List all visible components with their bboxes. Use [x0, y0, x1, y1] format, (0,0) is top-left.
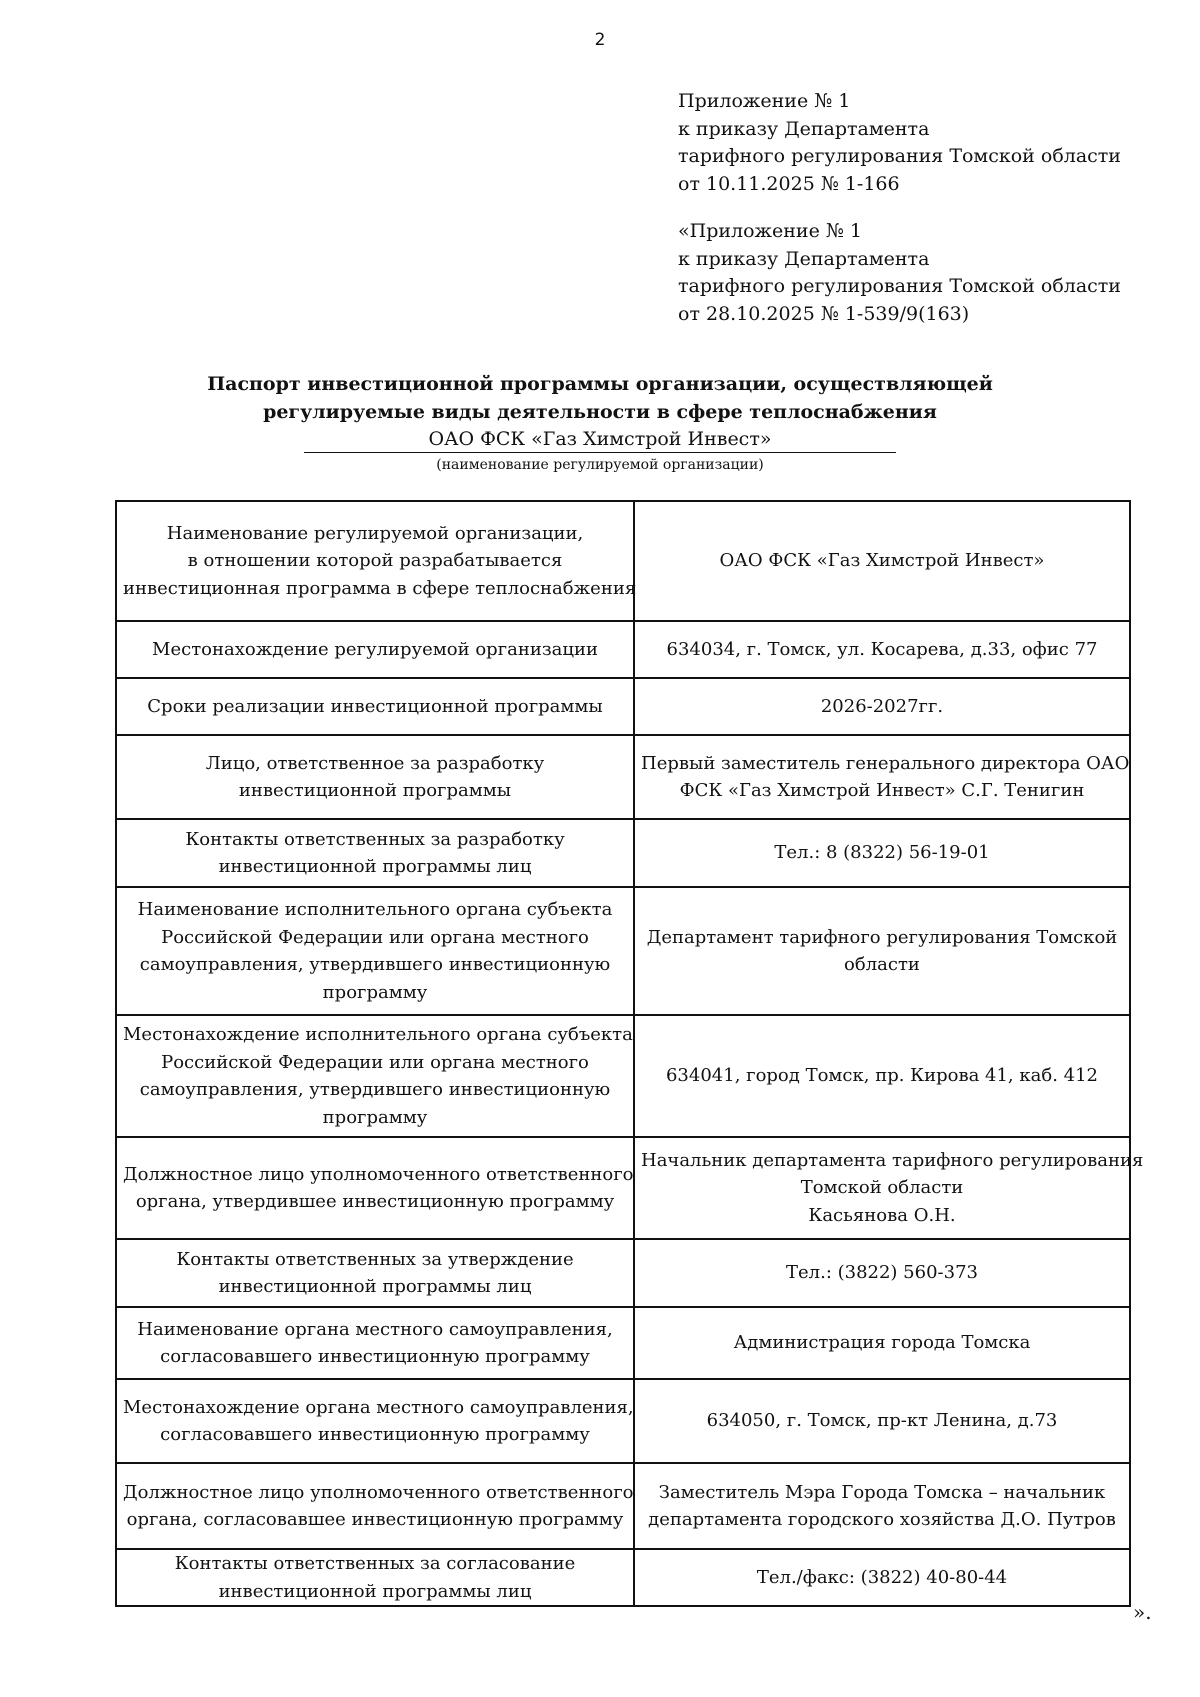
value-line: Администрация города Томска	[733, 1332, 1031, 1354]
label-line: согласовавшего инвестиционную программу	[160, 1424, 590, 1445]
row-label	[116, 678, 634, 735]
row-label	[116, 1379, 634, 1463]
label-line: в отношении которой разрабатывается	[187, 550, 563, 572]
value-line: Тел.: (3822) 560-373	[786, 1262, 978, 1284]
table-row	[116, 621, 1130, 678]
value-line: Томской области	[800, 1177, 964, 1199]
table-row	[116, 1239, 1130, 1307]
row-value	[634, 1015, 1130, 1137]
row-label	[116, 501, 637, 621]
label-line: программу	[322, 1106, 428, 1128]
label-line: инвестиционная программа в сфере теплоснабжения	[123, 577, 637, 599]
row-value	[634, 1463, 1130, 1549]
label-line: Наименование регулируемой организации,	[166, 522, 584, 544]
value-line: ФСК «Газ Химстрой Инвест» С.Г. Тенигин	[679, 780, 1085, 801]
appendix-current-header	[678, 88, 1121, 198]
label-line: Наименование исполнительного органа субъекта	[137, 899, 613, 920]
appendix-line: Приложение № 1	[678, 90, 851, 112]
value-line: департамента городского хозяйства Д.О. Путров	[648, 1509, 1116, 1530]
row-value	[634, 621, 1130, 678]
row-label	[116, 1463, 634, 1549]
label-line: согласовавшего инвестиционную программу	[160, 1346, 590, 1367]
closing-quote-mark: ».	[1133, 1600, 1152, 1624]
row-value	[634, 735, 1130, 819]
table-row	[116, 1137, 1130, 1239]
label-line: Должностное лицо уполномоченного ответственного	[123, 1163, 634, 1185]
row-value	[634, 1549, 1130, 1606]
table-row	[116, 819, 1130, 887]
label-line: инвестиционной программы лиц	[218, 1276, 532, 1297]
row-value	[634, 887, 1130, 1015]
value-line: ОАО ФСК «Газ Химстрой Инвест»	[719, 550, 1045, 572]
row-label	[116, 887, 634, 1015]
value-line: Первый заместитель генерального директора ОАО	[641, 752, 1130, 774]
label-line: Российской Федерации или органа местного	[161, 926, 589, 948]
table-row	[116, 1015, 1130, 1137]
label-line: инвестиционной программы лиц	[218, 856, 532, 877]
table-row	[116, 735, 1130, 819]
label-line: Лицо, ответственное за разработку	[205, 752, 545, 774]
table-row	[116, 1379, 1130, 1463]
value-line: области	[844, 954, 920, 975]
table-row	[116, 1463, 1130, 1549]
row-label	[116, 621, 634, 678]
value-line: 2026-2027гг.	[820, 695, 944, 717]
row-value	[634, 678, 1130, 735]
row-label	[116, 1137, 634, 1239]
document-title-line: Паспорт инвестиционной программы организации, осуществляющей	[207, 373, 993, 395]
label-line: Российской Федерации или органа местного	[161, 1051, 589, 1073]
label-line: Местонахождение исполнительного органа субъекта	[123, 1024, 633, 1045]
row-label	[116, 1549, 634, 1606]
appendix-line: к приказу Департамента	[678, 247, 930, 270]
label-line: Контакты ответственных за разработку	[185, 828, 565, 850]
label-line: инвестиционной программы лиц	[218, 1580, 532, 1602]
label-line: Контакты ответственных за согласование	[174, 1553, 576, 1574]
table-row	[116, 887, 1130, 1015]
appendix-line: «Приложение № 1	[678, 220, 862, 242]
appendix-line: от 28.10.2025 № 1-539/9(163)	[678, 302, 970, 325]
table-row	[116, 678, 1130, 735]
row-value	[634, 1379, 1130, 1463]
page-number: 2	[594, 30, 606, 50]
appendix-line: тарифного регулирования Томской области	[678, 145, 1121, 167]
value-line: 634050, г. Томск, пр-кт Ленина, д.73	[706, 1410, 1058, 1432]
label-line: программу	[322, 981, 428, 1003]
value-line: 634034, г. Томск, ул. Косарева, д.33, офис 77	[666, 638, 1098, 660]
row-label	[116, 819, 634, 887]
value-line: Заместитель Мэра Города Томска – начальник	[658, 1481, 1106, 1503]
appendix-line: к приказу Департамента	[678, 117, 930, 140]
label-line: Местонахождение регулируемой организации	[152, 638, 598, 660]
row-value	[634, 1307, 1130, 1379]
passport-table	[115, 500, 1144, 1607]
value-line: Касьянова О.Н.	[808, 1204, 956, 1226]
label-line: инвестиционной программы	[238, 780, 512, 801]
label-line: Наименование органа местного самоуправления,	[137, 1318, 613, 1340]
label-line: Контакты ответственных за утверждение	[176, 1248, 574, 1270]
value-line: 634041, город Томск, пр. Кирова 41, каб. 412	[665, 1065, 1098, 1087]
appendix-line: тарифного регулирования Томской области	[678, 275, 1121, 297]
document-title-line: регулируемые виды деятельности в сфере теплоснабжения	[263, 401, 937, 423]
label-line: самоуправления, утвердившего инвестиционную	[139, 1079, 611, 1100]
row-label	[116, 1307, 634, 1379]
value-line: Начальник департамента тарифного регулирования	[641, 1149, 1144, 1171]
label-line: Должностное лицо уполномоченного ответственного	[123, 1481, 634, 1503]
row-label	[116, 1015, 634, 1137]
table-row	[116, 1307, 1130, 1379]
label-line: Местонахождение органа местного самоуправления,	[123, 1396, 634, 1418]
row-label	[116, 1239, 634, 1307]
label-line: Сроки реализации инвестиционной программы	[147, 695, 603, 717]
value-line: Тел./факс: (3822) 40-80-44	[756, 1566, 1008, 1588]
table-row	[116, 501, 1130, 621]
appendix-previous-header	[678, 218, 1121, 328]
organization-caption: (наименование регулируемой организации)	[436, 457, 764, 473]
table-row	[116, 1549, 1130, 1606]
document-title-block	[0, 370, 1200, 476]
row-value	[634, 1239, 1130, 1307]
row-value	[634, 1137, 1144, 1239]
value-line: Департамент тарифного регулирования Томской	[646, 926, 1118, 948]
label-line: органа, согласовавшее инвестиционную программу	[126, 1509, 624, 1530]
label-line: самоуправления, утвердившего инвестиционную	[139, 954, 611, 975]
organization-name: ОАО ФСК «Газ Химстрой Инвест»	[304, 426, 896, 453]
appendix-line: от 10.11.2025 № 1-166	[678, 172, 900, 195]
label-line: органа, утвердившее инвестиционную программу	[135, 1191, 615, 1212]
row-value	[634, 819, 1130, 887]
value-line: Тел.: 8 (8322) 56-19-01	[774, 842, 990, 864]
row-value	[634, 501, 1130, 621]
row-label	[116, 735, 634, 819]
